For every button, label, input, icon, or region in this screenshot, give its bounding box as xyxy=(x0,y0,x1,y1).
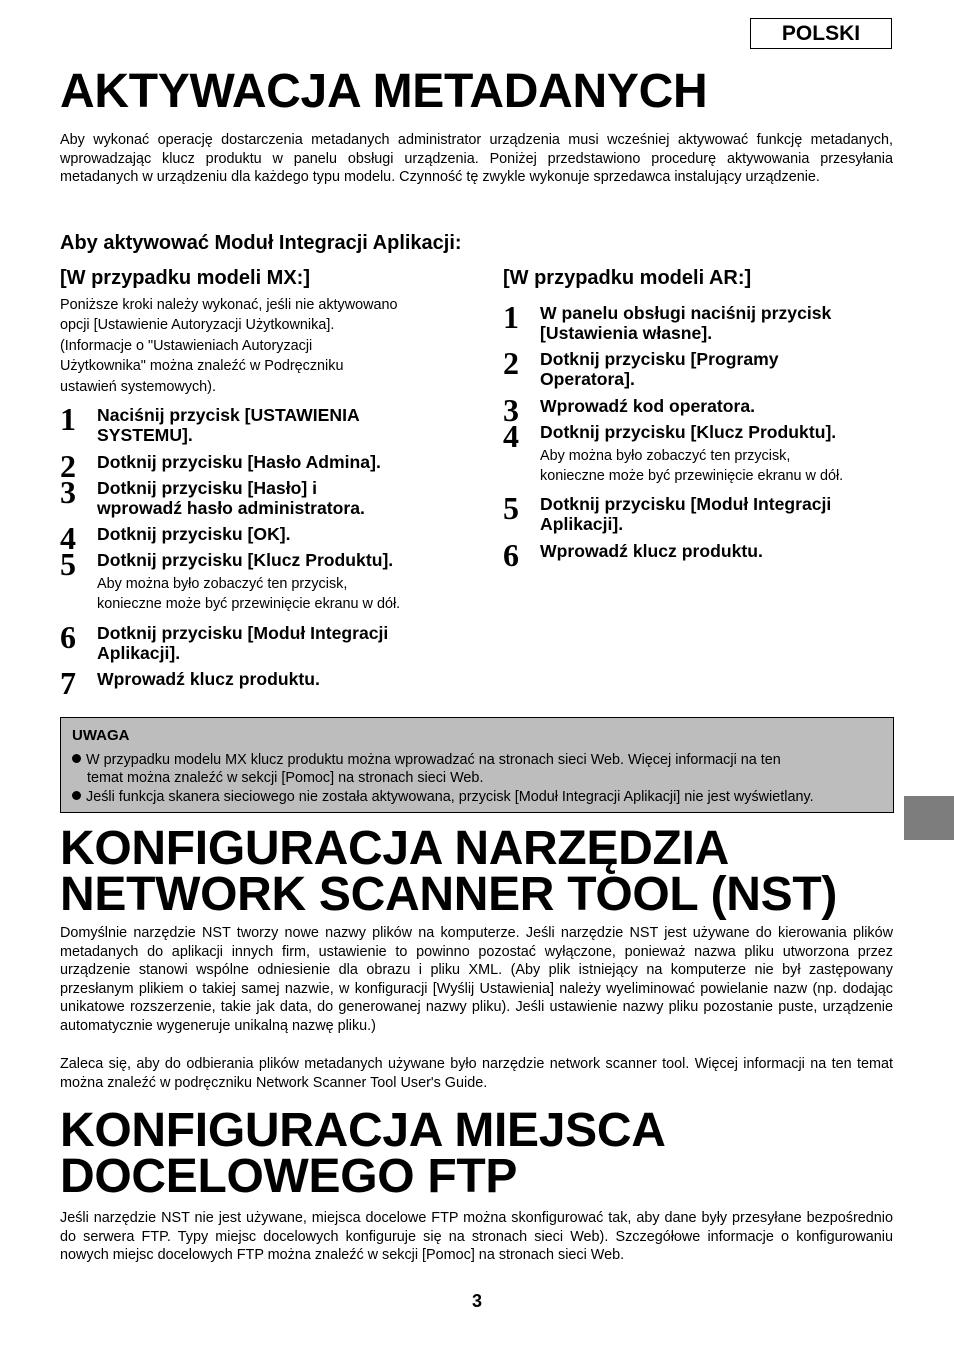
step-number: 4 xyxy=(503,418,519,454)
title-line: KONFIGURACJA MIEJSCA xyxy=(60,1104,666,1157)
step-line: SYSTEMU]. xyxy=(97,425,193,445)
note-title: UWAGA xyxy=(72,727,130,744)
step-text xyxy=(97,623,388,663)
ar-step4-note xyxy=(540,446,843,487)
step-number: 3 xyxy=(60,474,76,510)
note-line: konieczne może być przewinięcie ekranu w dół. xyxy=(540,468,844,485)
step-line: Dotknij przycisku [Programy xyxy=(540,349,779,369)
step-text xyxy=(540,396,755,416)
language-label: POLSKI xyxy=(750,18,892,49)
step-text xyxy=(97,452,381,472)
step-line: Dotknij przycisku [OK]. xyxy=(97,524,291,544)
step-text xyxy=(97,478,365,518)
note-item-2 xyxy=(72,788,814,806)
step-number: 5 xyxy=(503,490,519,526)
subheading-activate-module: Aby aktywować Moduł Integracji Aplikacji: xyxy=(60,232,462,254)
section1-paragraph: Aby wykonać operację dostarczenia metadanych administrator urządzenia musi wcześniej aktywować funkcję metadanych, wprowadzając klucz produktu w panelu obsługi urządzenia. Poniżej przedstawiono procedurę aktywowania przesyłania metadanych w urządzeniu dla każdego typu modelu. Czynność tę zwykle wykonuje sprzedawca instalujący urządzenie. xyxy=(60,132,893,186)
step-line: Aplikacji]. xyxy=(97,643,181,663)
section-tab-marker xyxy=(904,796,954,840)
mx-intro-line: Poniższe kroki należy wykonać, jeśli nie aktywowano xyxy=(60,297,398,313)
section2-paragraph-2: Zaleca się, aby do odbierania plików metadanych używane było narzędzie network scanner tool. Więcej informacji na ten temat można znaleźć w podręczniku Network Scanner Tool User's Guide. xyxy=(60,1056,893,1091)
page-number: 3 xyxy=(471,1291,482,1311)
step-line: Wprowadź klucz produktu. xyxy=(540,541,763,561)
step-number: 7 xyxy=(60,665,76,701)
title-line: NETWORK SCANNER TOOL (NST) xyxy=(60,868,838,921)
note-item-1 xyxy=(72,751,781,787)
note-box xyxy=(60,717,894,813)
step-number: 6 xyxy=(60,619,76,655)
mx-step5-note xyxy=(97,574,400,615)
step-number: 1 xyxy=(60,401,76,437)
mx-intro-line: (Informacje o "Ustawieniach Autoryzacji xyxy=(60,337,313,354)
mx-intro-line: Użytkownika" można znaleźć w Podręczniku xyxy=(60,358,344,375)
step-text xyxy=(540,422,836,442)
mx-intro-line: ustawień systemowych). xyxy=(60,378,216,395)
step-text xyxy=(540,494,831,534)
ar-heading: [W przypadku modeli AR:] xyxy=(503,267,752,289)
step-text xyxy=(540,303,831,343)
bullet-icon xyxy=(72,791,81,800)
step-line: Wprowadź klucz produktu. xyxy=(97,669,320,689)
step-line: wprowadź hasło administratora. xyxy=(97,498,365,518)
note-line: Aby można było zobaczyć ten przycisk, xyxy=(540,448,791,464)
step-text xyxy=(97,550,393,570)
step-line: Naciśnij przycisk [USTAWIENIA xyxy=(97,405,360,425)
title-line: DOCELOWEGO FTP xyxy=(60,1150,518,1203)
step-line: Dotknij przycisku [Hasło Admina]. xyxy=(97,452,381,472)
step-number: 4 xyxy=(60,520,76,556)
step-line: Dotknij przycisku [Moduł Integracji xyxy=(97,623,389,643)
section3-paragraph: Jeśli narzędzie NST nie jest używane, miejsca docelowe FTP można skonfigurować tak, aby dane były przesyłane bezpośrednio do serwera FTP. Typy miejsc docelowych konfiguruje się na stronach sieci Web). Szczegółowe informacje o konfigurowaniu nowych miejsc docelowych FTP można znaleźć w sekcji [Pomoc] na stronach sieci Web. xyxy=(60,1210,893,1264)
section-title-metadata-activation: AKTYWACJA METADANYCH xyxy=(60,65,708,118)
step-number: 6 xyxy=(503,537,519,573)
step-text xyxy=(97,669,320,689)
title-line: KONFIGURACJA NARZĘDZIA xyxy=(60,822,729,875)
step-number: 2 xyxy=(503,345,519,381)
section2-paragraph-1: Domyślnie narzędzie NST tworzy nowe nazwy plików na komputerze. Jeśli narzędzie NST jest używane do kierowania plików metadanych do aplikacji innych firm, ustawienie to powinno pozostać wyłączone, ponieważ nazwa pliku utworzona przez urządzenie stanowi wspólne odniesienie dla obrazu i pliku XML. (Aby plik istniejący na komputerze nie był zastępowany przesłanym plikiem o takiej samej nazwie, w konfiguracji [Wyślij Ustawienia] należy wyeliminować powielanie nazw (np. dodając unikatowe rozszerzenie, takie jak data, do generowanej nazwy pliku). Jeśli ustawienie nazwy pliku pozostanie puste, urządzenie automatycznie wygeneruje unikalną nazwę pliku.) xyxy=(60,925,893,1034)
note-item-text: W przypadku modelu MX klucz produktu można wprowadzać na stronach sieci Web. Więcej informacji na ten xyxy=(86,752,781,768)
bullet-icon xyxy=(72,754,81,763)
note-item-text: Jeśli funkcja skanera sieciowego nie została aktywowana, przycisk [Moduł Integracji Aplikacji] nie jest wyświetlany. xyxy=(86,789,814,805)
step-number: 2 xyxy=(60,448,76,484)
step-line: [Ustawienia własne]. xyxy=(540,323,713,343)
step-text xyxy=(540,541,763,561)
step-line: Aplikacji]. xyxy=(540,514,624,534)
section-title-ftp-destination xyxy=(60,1104,666,1203)
step-line: Dotknij przycisku [Hasło] i xyxy=(97,478,317,498)
step-line: W panelu obsługi naciśnij przycisk xyxy=(540,303,832,323)
step-text xyxy=(97,405,360,445)
section-title-nst-configuration xyxy=(60,822,838,921)
note-line: Aby można było zobaczyć ten przycisk, xyxy=(97,576,348,592)
step-number: 1 xyxy=(503,299,519,335)
mx-intro-line: opcji [Ustawienie Autoryzacji Użytkownika]. xyxy=(60,317,335,334)
step-text xyxy=(97,524,291,544)
note-item-text: temat można znaleźć w sekcji [Pomoc] na stronach sieci Web. xyxy=(87,770,484,786)
step-number: 3 xyxy=(503,392,519,428)
note-line: konieczne może być przewinięcie ekranu w dół. xyxy=(97,596,401,613)
step-line: Dotknij przycisku [Klucz Produktu]. xyxy=(540,422,837,442)
step-text xyxy=(540,349,779,389)
step-line: Dotknij przycisku [Klucz Produktu]. xyxy=(97,550,394,570)
step-number: 5 xyxy=(60,546,76,582)
step-line: Operatora]. xyxy=(540,369,635,389)
mx-heading: [W przypadku modeli MX:] xyxy=(60,267,310,289)
step-line: Dotknij przycisku [Moduł Integracji xyxy=(540,494,832,514)
step-line: Wprowadź kod operatora. xyxy=(540,396,756,416)
mx-intro xyxy=(60,295,460,397)
